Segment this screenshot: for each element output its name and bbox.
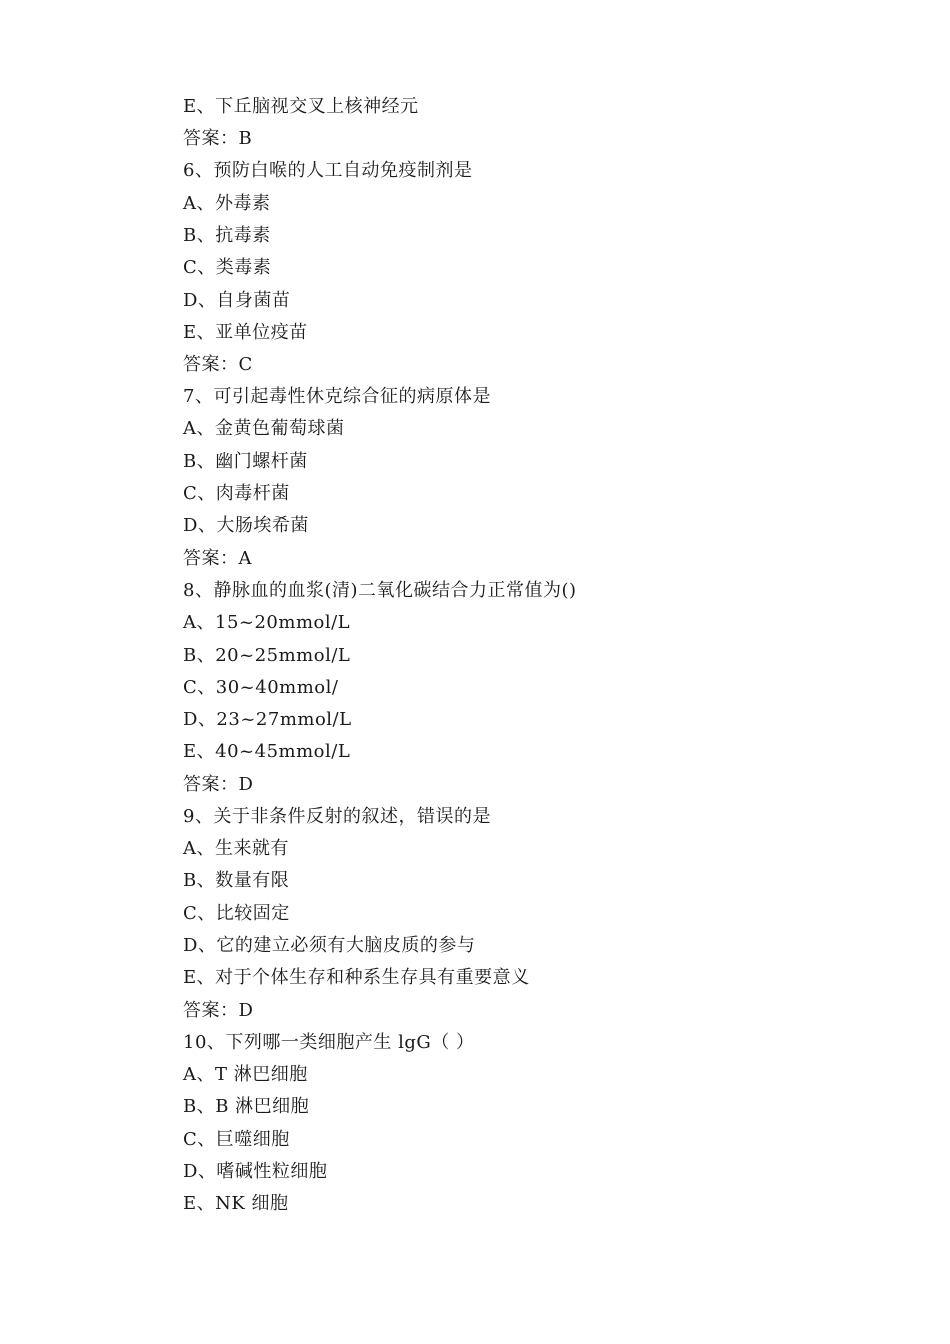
option-line: C、肉毒杆菌 bbox=[183, 483, 290, 504]
answer-line: 答案：C bbox=[183, 354, 253, 375]
option-line: D、它的建立必须有大脑皮质的参与 bbox=[183, 935, 476, 956]
option-line: C、比较固定 bbox=[183, 903, 290, 924]
option-line: C、30~40mmol/ bbox=[183, 677, 339, 698]
option-line: B、20~25mmol/L bbox=[183, 645, 351, 666]
question-line: 6、预防白喉的人工自动免疫制剂是 bbox=[183, 160, 473, 181]
option-line: B、幽门螺杆菌 bbox=[183, 451, 308, 472]
option-line: C、巨噬细胞 bbox=[183, 1129, 290, 1150]
question-line: 10、下列哪一类细胞产生 lgG（ ） bbox=[183, 1032, 475, 1053]
option-line: D、大肠埃希菌 bbox=[183, 515, 309, 536]
option-line: B、数量有限 bbox=[183, 870, 290, 891]
answer-line: 答案：A bbox=[183, 548, 252, 569]
option-line: E、对于个体生存和种系生存具有重要意义 bbox=[183, 967, 530, 988]
option-line: D、嗜碱性粒细胞 bbox=[183, 1161, 328, 1182]
option-line: A、15~20mmol/L bbox=[183, 612, 351, 633]
option-line: B、抗毒素 bbox=[183, 225, 271, 246]
option-line: E、40~45mmol/L bbox=[183, 741, 351, 762]
option-line: A、金黄色葡萄球菌 bbox=[183, 418, 345, 439]
option-line: A、生来就有 bbox=[183, 838, 289, 859]
option-line: A、外毒素 bbox=[183, 193, 271, 214]
option-line: A、T 淋巴细胞 bbox=[183, 1064, 308, 1085]
option-line: E、NK 细胞 bbox=[183, 1193, 289, 1214]
answer-line: 答案：D bbox=[183, 1000, 254, 1021]
option-line: B、B 淋巴细胞 bbox=[183, 1096, 310, 1117]
option-line: E、亚单位疫苗 bbox=[183, 322, 308, 343]
answer-line: 答案：B bbox=[183, 128, 253, 149]
question-line: 8、静脉血的血浆(清)二氧化碳结合力正常值为() bbox=[183, 580, 577, 601]
option-line: C、类毒素 bbox=[183, 257, 272, 278]
option-line: E、下丘脑视交叉上核神经元 bbox=[183, 96, 419, 117]
question-line: 7、可引起毒性休克综合征的病原体是 bbox=[183, 386, 491, 407]
answer-line: 答案：D bbox=[183, 774, 254, 795]
option-line: D、23~27mmol/L bbox=[183, 709, 352, 730]
option-line: D、自身菌苗 bbox=[183, 290, 291, 311]
question-line: 9、关于非条件反射的叙述，错误的是 bbox=[183, 806, 491, 827]
